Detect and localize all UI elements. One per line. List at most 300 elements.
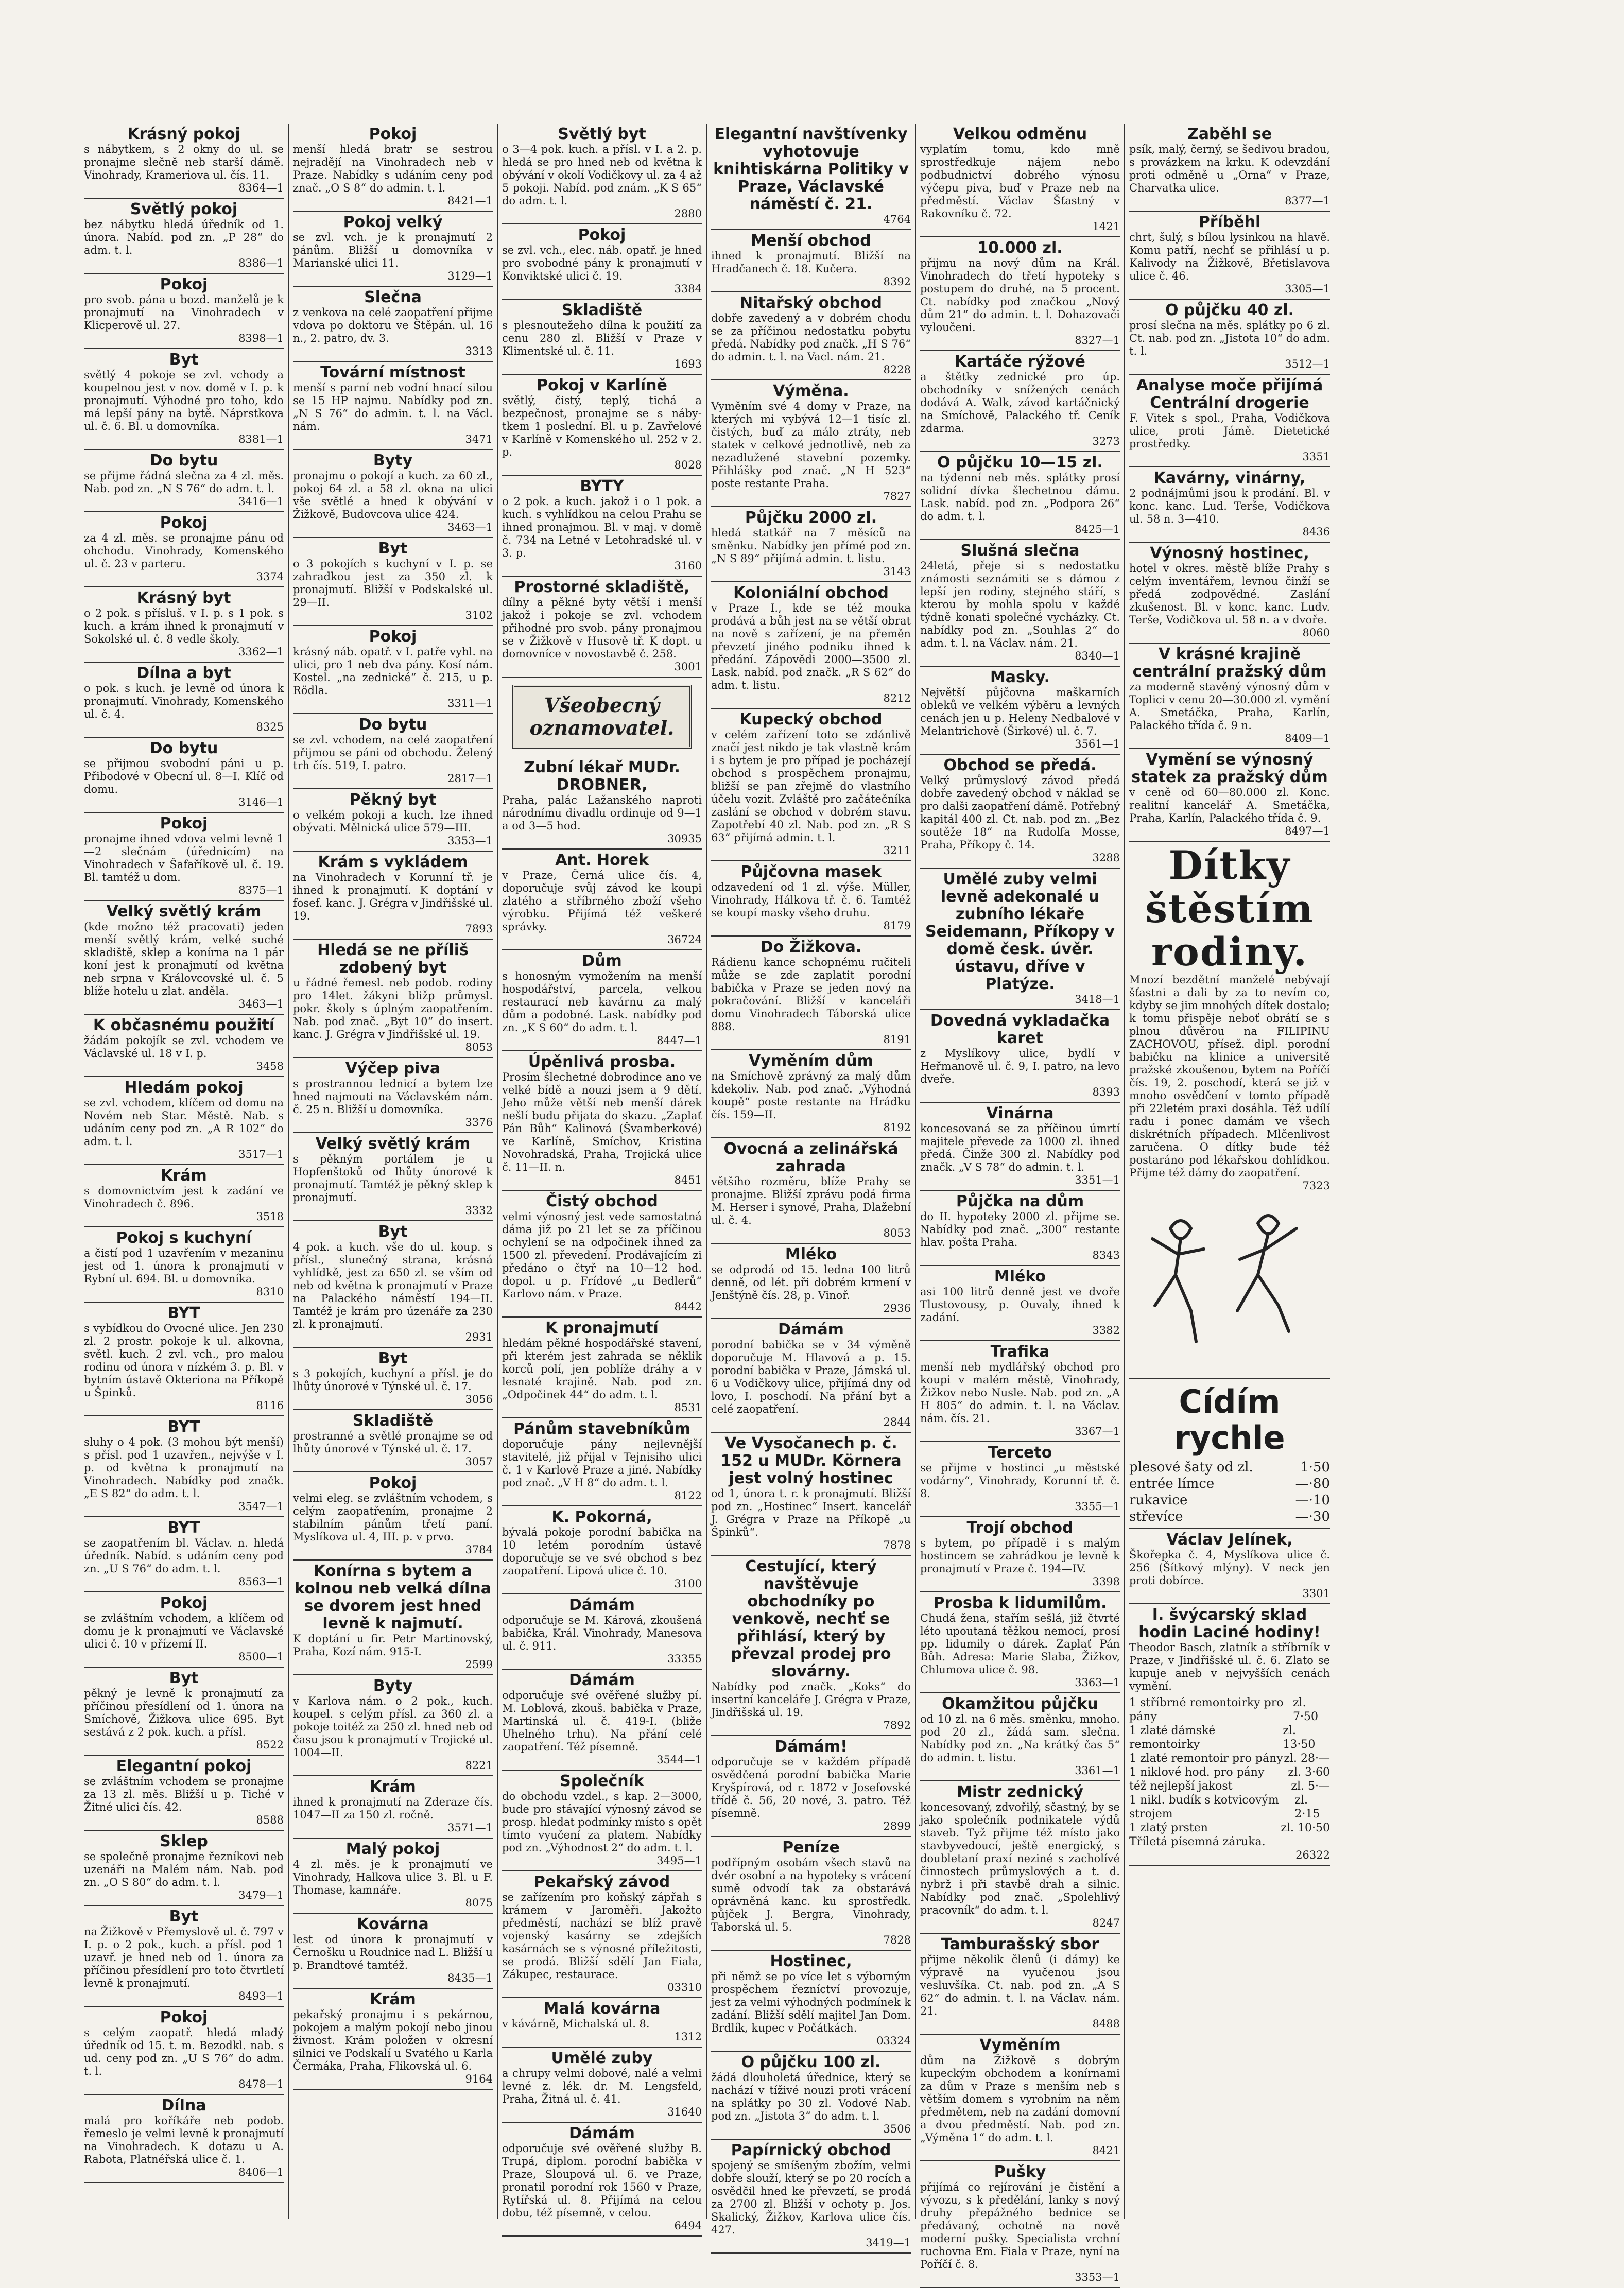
ad-code: 8053 [883,1227,911,1239]
ad-code: 3367—1 [1075,1425,1120,1437]
clock-price-row [1129,1779,1330,1793]
ad-body: bez nábytku hledá úředník od 1. února. Nabíd. pod zn. „P 28“ do adm. t. l. [84,218,284,256]
classified-ad [293,1410,493,1472]
ad-heading: Pokoj [160,1594,208,1612]
ad-heading: Ovocná a zelinářská zahrada [723,1140,899,1175]
ad-heading: Velkou odměnu [953,125,1087,143]
ad-heading: Pánům stavebníkům [513,1420,690,1438]
ad-code: 8436 [1302,526,1330,538]
classified-ad [711,1433,911,1556]
ad-code: 3382 [1092,1324,1120,1337]
ad-heading: Slečna [364,288,422,306]
ad-heading: Velký světlý krám [315,1135,471,1153]
classified-ad [293,789,493,852]
ad-body: z Myslíkovy ulice, bydlí v Heřmanově ul. č. 9, I. patro, na levo dveře. [920,1047,1120,1085]
clock-price-row [1129,1724,1330,1752]
ad-body: pěkný je levně k pronajmutí za příčinou přesídlení od 1. února na Smíchově, Žižkova ulice 695. Byt sestává z 2 pok. kuch. a přísl. [84,1687,284,1738]
ad-code: 3311—1 [447,697,493,709]
ad-heading: Dům [582,952,622,970]
classified-ad [1129,1604,1330,1866]
ad-code: 1421 [1092,220,1120,233]
ad-heading: Elegantní pokoj [116,1757,252,1775]
column-6 [1125,124,1334,2219]
classifieds-sheet [80,124,1545,2283]
ad-heading: Dovedná vykladačka karet [930,1012,1110,1047]
classified-ad [920,667,1120,755]
ad-code: 8310 [256,1286,284,1298]
ad-body: prostranné a světlé pronajme se od lhůty únorové v Týnské ul. č. 17. [293,1430,493,1455]
ad-code: 3332 [465,1204,493,1217]
ad-body: dům na Žižkově s dobrým kupeckým obchodem a konírnami za dům v Praze s menším neb s větším domem s vyrobním na něm předmětem, neb na zadání domovní a dvou předměstí. Nab. pod zn. „Výměna 1“ do adm. t. l. [920,2054,1120,2144]
ad-heading: Příběhl [1198,213,1261,231]
ad-code: 4764 [883,213,911,226]
price-list [1129,1459,1330,1525]
ad-code: 3288 [1092,852,1120,864]
classified-ad [1129,749,1330,842]
classified-ad [84,1077,284,1165]
ad-heading: Byt [378,540,408,558]
ad-code: 7878 [883,1539,911,1551]
classified-ad [84,1165,284,1227]
classified-ad [293,626,493,714]
classified-ad [293,852,493,940]
ad-code: 3351—1 [1075,1174,1120,1186]
ad-heading: Pokoj [578,226,626,244]
ad-heading: Velký světlý krám [106,903,262,921]
ad-body: Mnozí bezdětní manželé nebývají šťastni a dali by za to nevím co, kdyby se jim mnohých dítek dostalo; k tomu přispěje neboť obrátí se s plnou důvěrou na FILIPINU ZACHOVOU, přísež. dipl. porodní babičku na klinice a universitě pražské zkoušenou, bytem na Poříčí čís. 19, 2. poschodí, která se již v mnoho osvědčení v tomto případě při 22letém praxi dosáhla. Též udílí radu i ponec damám ve všech diskrétních případech. Mlčenlivost zaručena. O dítky bude též postaráno pod lékařskou dohlídkou. Přijme též dámy do zaopatření. [1129,974,1330,1179]
column-2 [289,124,498,2219]
ad-code: 8377—1 [1285,195,1330,207]
classified-ad [293,1914,493,1989]
classified-ad [84,663,284,738]
classified-ad [920,755,1120,869]
classified-ad [84,587,284,663]
ad-body: o 3—4 pok. kuch. a přísl. v I. a 2. p. hledá se pro hned neb od května k obývání v okolí Vodičkovy ul. za 4 až 5 pokoji. Nabíd. pod znám. „K S 65“ do adm. t. l. [502,143,702,207]
ad-heading: BYTY [580,477,624,495]
classified-ad [84,1015,284,1077]
ad-code: 8381—1 [238,433,284,445]
ad-heading: Prosba k lidumilům. [933,1594,1107,1612]
ad-body: Rádienu kance schopnému ručiteli může se zde zaplatit porodní babička v Praze se jeden nový na pokračování. Bližší v kanceláři domu Vinohradech Táborská ulice 888. [711,956,911,1033]
ad-body: pronajmu o pokojí a kuch. za 60 zl., pokoj 64 zl. a 58 zl. okna na ulici vše světlé a hned k obývání v Žižkově, Budovcova ulice 424. [293,470,493,521]
ad-code: 3463—1 [447,521,493,533]
ad-heading: Malý pokoj [345,1840,440,1858]
classified-ad [711,861,911,937]
ad-code: 8442 [674,1301,702,1313]
classified-ad [502,1418,702,1506]
price-label: 1 stříbrné remontoirky pro pány [1129,1696,1284,1723]
ad-heading: Menší obchod [751,232,871,250]
ad-heading: Pokoj [160,2008,208,2026]
ad-code: 03310 [667,1981,702,1994]
classified-ad [502,850,702,950]
ad-body: se zařízením pro koňský zápřah s krámem v Jaroměři. Jakožto předměstí, nachází se blíž pravě vojenský kasárny se zdejších kasárnách se s výnosné příležitosti, se prodá. Bližší sdělí Jan Fiala, Zákupec, restaurace. [502,1891,702,1981]
ad-code: 8425—1 [1075,523,1120,535]
ad-body: s bytem, po případě i s malým hostincem se zahrádkou je levně k pronajmutí v Praze č. 194—IV. [920,1537,1120,1575]
ad-heading: Výnosný hostinec, [1150,544,1309,562]
classified-ad [920,1191,1120,1266]
classified-ad [293,1561,493,1675]
ad-heading: Hledá se ne příliš zdobený byt [317,941,469,977]
ad-heading: Dámám [778,1321,844,1339]
ad-body: menší s parní neb vodní hnací silou se 15 HP najmu. Nabídky pod zn. „N S 76“ do admin. t. l. na Václ. nám. [293,382,493,432]
ad-heading: Sklep [160,1832,208,1850]
classified-ad [711,507,911,582]
classified-ad [1129,1529,1330,1604]
ad-body: odporučuje své ověřené služby B. Trupá, diplom. porodní babička v Praze, Sloupová ul. 6. ve Praze, pronatil porodní rok 1560 v Praze, Rytířská ul. 8. Přijímá na celou dobu, též písemně, v celou. [502,2142,702,2219]
ad-code: 8340—1 [1075,650,1120,662]
price-row [1129,1492,1330,1509]
ad-code: 8488 [1092,2018,1120,2030]
classified-ad [502,1998,702,2048]
price-value: —·80 [1295,1476,1330,1492]
classified-ad [84,349,284,450]
ad-body: do II. hypoteky 2000 zl. přijme se. Nabídky pod znač. „300“ restante hlav. pošta Praha. [920,1210,1120,1249]
ad-body: se společně pronajme řezníkovi neb uzenáři na Malém nám. Nab. pod zn. „O S 80“ do adm. t. l. [84,1850,284,1888]
price-value: zl. 5·— [1291,1780,1330,1793]
ad-heading: Pušky [994,2163,1046,2181]
ad-heading: Čistý obchod [546,1192,658,1210]
ad-body: od 10 zl. na 6 měs. směnku, mnoho. pod 20 zl., žádá sam. slečna. Nabídky pod zn. „Na krátký čas 5“ do admin. t. listu. [920,1713,1120,1764]
classified-ad [920,1693,1120,1781]
classified-ad [920,452,1120,540]
ad-body: s pěkným portálem je u Hopfenštoků od lhůty únorové k pronajmutí. Tamtéž je pěkný sklep k pronajmutí. [293,1153,493,1204]
ad-code: 1693 [674,358,702,370]
ad-heading: Pokoj [160,275,208,293]
ad-body: žádám pokojík se zvl. vchodem ve Václavské ul. 18 v I. p. [84,1034,284,1060]
ad-body: s vybídkou do Ovocné ulice. Jen 230 zl. 2 prostr. pokoje k ul. alkovna, světl. kuch. 2 zvl. vch., pro malou rodinu od února v nízkém 3. p. Bl. v bytním ústavě Okteriona na Příkopě u Špinků. [84,1322,284,1399]
ad-body: a chrupy velmi dobové, nalé a velmi levné z. lék. dr. M. Lengsfeld, Praha, Žitná ul. č. 41. [502,2067,702,2105]
ad-heading: Společník [560,1772,644,1790]
ad-body: hotel v okres. městě blíže Prahy s celým inventářem, levnou činží se předá zodpovědné. Zaslání zkušenost. Bl. v konc. kanc. Ludv. Terše, Vodičkova ul. 58 n. a v dvoře. [1129,562,1330,626]
ad-heading: Výčep piva [345,1060,441,1078]
ad-body: na týdenní neb měs. splátky prosí solidní dívka šlechetnou dámu. Lask. nabíd. pod zn. „Podpora 26“ do adm. t. l. [920,472,1120,523]
ad-body: v Praze, Černá ulice čís. 4, doporučuje svůj závod ke koupi zlatého a stříbrného zboží všeho výrobku. Přijímá též veškeré správky. [502,869,702,933]
ad-heading: K pronajmutí [545,1319,659,1337]
ad-heading: Umělé zuby [551,2049,653,2067]
ad-heading: Nitařský obchod [740,294,882,312]
ad-heading: 10.000 zl. [977,239,1063,257]
classified-ad [502,2123,702,2237]
ad-heading: Okamžitou půjčku [942,1695,1098,1713]
classified-ad [502,300,702,375]
ad-body: vyplatím tomu, kdo mně sprostředkuje nájem nebo podbudnictví dobrého výnosu výčepu piva, buď v Praze neb na předměstí. Václav Šťastný v Rakovníku č. 72. [920,143,1120,220]
ad-heading: Prostorné skladiště, [514,578,690,596]
ad-heading: Skladiště [352,1412,434,1430]
ad-code: 8451 [674,1174,702,1186]
classified-ad [1129,212,1330,300]
ad-body: v ceně od 60—80.000 zl. Konc. realitní kancelář A. Smetáčka, Praha, Karlín, Palackého třída č. 9. [1129,786,1330,824]
ad-code: 2899 [883,1820,911,1832]
ad-body: z venkova na celé zaopatření přijme vdova po doktoru ve Štěpán. ul. 16 n., 2. patro, dv. 3. [293,306,493,344]
ad-heading: O půjčku 10—15 zl. [937,454,1103,472]
ad-heading: Krám [370,1990,416,2008]
classified-ad [502,224,702,300]
classified-ad [293,212,493,287]
ad-body: přijmu na nový dům na Král. Vinohradech do třetí hypoteky s postupem do druhé, na 5 procent. Ct. nabídky pod značkou „Nový dům 21“ do admin. t. l. Dohazovači vyloučeni. [920,257,1120,334]
price-value: zl. 2·15 [1294,1794,1320,1821]
ad-code: 8393 [1092,1086,1120,1098]
classified-ad [84,1668,284,1756]
price-value: 1·50 [1300,1460,1330,1475]
ad-heading: K. Pokorná, [551,1508,652,1526]
clock-price-list [1129,1696,1330,1849]
ad-code: 1312 [674,2031,702,2043]
ad-code: 3353—1 [1075,2271,1120,2283]
ad-heading: BYT [167,1519,200,1537]
ad-body: se zvl. vch. je k pronajmutí 2 pánům. Bližší u domovníka v Marianské ulici 11. [293,231,493,269]
ad-body: odporučuje se M. Kárová, zkoušená babička, Král. Vinohrady, Manesova ul. č. 911. [502,1614,702,1652]
ad-body: ihned k pronajmutí. Bližší na Hradčanech č. 18. Kučera. [711,250,911,275]
ad-body: se zvl. vchodem, klíčem od domu na Novém neb Star. Městě. Nab. s udáním ceny pod zn. „A R 102“ do adm. t. l. [84,1097,284,1148]
ad-code: 8375—1 [238,884,284,896]
ad-body: o 2 pok. s přísluš. v I. p. s 1 pok. s kuch. a krám ihned k pronajmutí v Sokolské ul. č. 8 vedle školy. [84,607,284,645]
ad-code: 3056 [465,1393,493,1406]
price-value: zl. 28·— [1284,1752,1330,1765]
ad-heading: Dámám [569,1596,635,1614]
ad-heading: Obchod se předá. [943,756,1097,774]
ad-code: 3512—1 [1285,358,1330,370]
ad-body: spojený se smíšeným zbožím, velmi dobře slouží, který se po 20 rocích a osvědčil hned ke převzetí, se prodá za 2700 zl. Bližší v ochoty p. Jos. Skalický, Žižkov, Karlova ulice čís. 427. [711,2159,911,2236]
classified-ad [293,287,493,362]
classified-ad [920,1934,1120,2035]
classified-ad [711,1556,911,1736]
ad-heading: Skladiště [561,301,643,319]
ad-body: přijímá co rejírování je čistění a vývozu, s k předělání, lanky s nový druhy přepážného bednice se předávaný, ochotně na nově moderní pušky. Specialista vrchní ruchovna Em. Fiala v Praze, nyní na Poříčí č. 8. [920,2181,1120,2270]
ad-code: 8221 [465,1759,493,1772]
figures-drawing [1152,1216,1297,1342]
ad-body: s prostrannou lednicí a bytem lze hned najmouti na Václavském nám. č. 25 n. Bližší u domovníka. [293,1078,493,1116]
classified-ad [1129,300,1330,375]
classified-ad [502,375,702,476]
ad-heading: Krám [161,1167,207,1185]
ad-code: 3518 [256,1210,284,1223]
ad-body: hledá statkář na 7 měsíců na směnku. Nabídky jen přímé pod zn. „N S 89“ přijímá admin. t. listu. [711,527,911,565]
ad-heading: I. švýcarský sklad hodin Laciné hodiny! [1138,1606,1321,1641]
classified-ad [711,292,911,380]
classified-ad [293,1839,493,1914]
ad-heading: Byt [378,1349,408,1367]
ad-code: 8531 [674,1401,702,1414]
ad-heading: Konírna s bytem a kolnou neb velká dílna se dvorem jest hned levně k najmutí. [295,1562,491,1633]
ad-body: s domovnictvím jest k zadání ve Vinohradech č. 896. [84,1185,284,1210]
classified-ad [502,1506,702,1594]
ad-code: 3384 [674,283,702,295]
ad-code: 3418—1 [1075,993,1120,1006]
classified-ad [1129,644,1330,749]
classified-ad [920,124,1120,237]
ad-heading: Dámám [569,1671,635,1689]
classified-ad [920,2161,1120,2288]
ad-body: 4 pok. a kuch. vše do ul. koup. s přísl., slunečný strana, krásná vyhlídkě, jest za 650 zl. se vším od neb od května k pronajmutí v Praze na Palackého náměstí 194—II. Tamtéž je krám pro úzenáře za 230 zl. k pronajmutí. [293,1241,493,1330]
ad-code: 3057 [465,1455,493,1468]
ad-heading: Pokoj v Karlíně [537,376,667,394]
ad-code: 7828 [883,1934,911,1946]
ad-code: 3506 [883,2123,911,2135]
classified-ad [920,1592,1120,1693]
classified-ad [711,230,911,292]
ad-code: 3102 [465,609,493,621]
ad-heading: Byt [169,1908,199,1926]
ad-code: 8497—1 [1285,825,1330,837]
classified-ad [502,1318,702,1418]
ad-body: 24letá, přeje si s nedostatku známosti seznámiti se s dámou z lepší jen rodiny, stejného stáří, s kterou by mohla spolu v každé týdně konati společné vycházky. Ct. nabídky pod zn. „Souhlas 2“ do adm. t. l. na Václav. nám. 21. [920,560,1120,649]
ad-heading: V krásné krajině centrální pražský dům [1132,645,1327,681]
ad-heading: BYT [167,1418,200,1436]
price-label: rukavice [1129,1493,1188,1508]
ad-code: 8386—1 [238,257,284,269]
ad-heading: Kartáče rýžové [955,353,1085,371]
ad-heading: Pekařský závod [533,1873,670,1891]
ad-body: se přijme v hostinci „u městské vodárny“, Vinohrady, Korunní tř. č. 8. [920,1462,1120,1500]
ad-body: u řádné řemesl. neb podob. rodiny pro 14let. žákyni bližp průmysl. pokr. školy s úplným zaopatřením. Nab. pod znač. „Byt 10“ do insert. kanc. J. Grégra v Jindřišské ul. 19. [293,977,493,1041]
ad-body: odzavedení od 1 zl. výše. Müller, Vinohrady, Hálkova tř. č. 6. Tamtéž se koupí masky všeho druhu. [711,881,911,919]
column-4 [707,124,916,2249]
ad-body: se přijmou svobodní páni u p. Přibodové v Obecní ul. 8—I. Klíč od domu. [84,757,284,795]
ad-code: 3495—1 [656,1854,702,1867]
ad-code: 8409—1 [1285,732,1330,744]
ad-heading: Dámám! [774,1738,848,1756]
ad-body: se zvláštním vchodem se pronajme za 13 zl. měs. Bližší u p. Tiché v Žitné ulici čís. 42. [84,1775,284,1813]
classified-ad [293,1058,493,1133]
classified-ad [293,1776,493,1839]
price-label: též nejlepší jakost [1129,1780,1233,1793]
price-value: zl. 7·50 [1292,1696,1318,1723]
ad-code: 3471 [465,433,493,445]
price-label: 1 niklové hod. pro pány [1129,1766,1265,1779]
price-row [1129,1476,1330,1492]
ad-code: 8421 [1092,2144,1120,2157]
classified-ad [293,1133,493,1221]
ad-body: se odprodá od 15. ledna 100 litrů denně, od lét. při dobrém krmení v Jenštýně čís. 28, p. Vinoř. [711,1263,911,1302]
ad-body: na Smíchově zprávný za malý dům kdekoliv. Nab. pod znač. „Výhodná koupě“ poste restante na Hrádku čís. 159—II. [711,1070,911,1121]
ad-code: 3361—1 [1075,1764,1120,1777]
ad-heading: Papírnický obchod [731,2141,891,2159]
ad-body: koncesovaný, zdvořilý, sčastný, by se jako společník podnikatele výdů staveb. Tyž přijme též místo jako stavbyvedoucí, ještě energický, s doubletaní praxí neziné s zacholívé činnostech průmyslových a t. d. nybrž i při stavbě drah a silnic. Nabídky pod znač. „Spolehlivý pracovník“ do adm. t. l. [920,1801,1120,1916]
ad-code: 36724 [667,933,702,946]
ad-body: 4 zl. měs. je k pronajmutí ve Vinohrady, Halkova ulice 3. Bl. u F. Thomase, kamnáře. [293,1858,493,1896]
ad-code: 8398—1 [238,332,284,344]
ad-code: 8588 [256,1814,284,1826]
ad-body: za moderně stavěný výnosný dům v Toplici v cenu 20—30.000 zl. vymění A. Smetáčka, Praha, Karlín, Palackého třída č. 9 n. [1129,681,1330,732]
ad-code: 7893 [465,923,493,935]
ad-code: 3301 [1302,1587,1330,1600]
clock-price-row [1129,1821,1330,1835]
price-value: —·10 [1295,1493,1330,1508]
ad-body: za 4 zl. měs. se pronajme pánu od ohchodu. Vinohrady, Komenského ul. č. 23 v parteru. [84,532,284,570]
ad-body: v Praze I., kde se též mouka prodává a bůh jest na se větší obrat na nově s zařízení, je na přeměn převzetí jiného podniku ihned k předání. Zápovědi 2000—3500 zl. Lask. nabíd. pod značk. „R S 62“ do adm. t. listu. [711,602,911,691]
ad-code: 8247 [1092,1917,1120,1929]
classified-ad [502,1871,702,1998]
ad-code: 3784 [465,1544,493,1556]
ad-body: odporučuje se v každém případě osvědčená porodní babička Marie Kryšpírová, od r. 1872 v Josefovské třídě č. 56, 20 nové, 3. patro. Též písemně. [711,1756,911,1819]
display-ad-title: Cídím rychle [1174,1383,1285,1457]
ad-heading: Úpěnlivá prosba. [528,1053,676,1071]
classified-ad [84,1416,284,1517]
ad-code: 3160 [674,560,702,572]
ad-body: se zvl. vch., elec. náb. opatř. je hned pro svobodné pány k pronajmutí v Konviktské ulici č. 19. [502,244,702,282]
ad-code: 2817—1 [447,772,493,785]
ad-heading: Václav Jelínek, [1166,1531,1293,1549]
ad-body: K doptání u fir. Petr Martinovský, Praha, Kozí nám. 915-I. [293,1633,493,1658]
classified-ad [711,1736,911,1837]
ad-body: s 3 pokojích, kuchyní a přísl. je do lhůty únorové v Týnské ul. č. 17. [293,1367,493,1393]
ad-code: 8327—1 [1075,334,1120,346]
ad-code: 3544—1 [656,1754,702,1766]
ad-code: 3211 [883,844,911,857]
classified-ad [711,1951,911,2052]
ad-code: 8493—1 [238,1990,284,2002]
classified-ad [502,950,702,1051]
price-label: Tříletá písemná záruka. [1129,1835,1266,1848]
ad-code: 3398 [1092,1575,1120,1588]
classified-ad [84,450,284,512]
ad-body: při němž se po více let s výborným prospěchem řezníctví provozuje, jest za velmi výhodných podmínek k zadání. Bližší sdělí majitel Jan Dom. Brdlík, kupec v Počátkách. [711,1970,911,2034]
ad-heading: K občasnému použití [93,1016,275,1034]
classified-ad [293,1675,493,1776]
classified-ad [502,678,702,757]
classified-ad [920,237,1120,351]
column-5 [916,124,1125,2283]
ad-heading: Trafika [990,1343,1050,1361]
classified-ad [1129,124,1330,212]
ad-code: 31640 [667,2106,702,2118]
ad-code: 6494 [674,2220,702,2232]
ad-body: porodní babička se v 34 výměně doporučuje M. Hlavová a p. 15. porodní babička v Praze, Jámská ul. 6 u Vodičkovy ulice, přijímá dny od lovo, I. poschodí. Na přání byt a celé zaopatření. [711,1339,911,1415]
ad-code: 3355—1 [1075,1500,1120,1513]
ad-heading: Krám s vykládem [318,853,468,871]
classified-ad [84,1303,284,1416]
ad-body: a čistí pod 1 uzavřením v mezaninu jest od 1. února k pronajmutí v Rybní ul. 694. Bl. u domovníka. [84,1247,284,1285]
price-row [1129,1459,1330,1476]
ad-code: 8343 [1092,1249,1120,1261]
ad-heading: Hostinec, [770,1952,852,1970]
ad-code: 8192 [883,1121,911,1134]
ad-code: 2844 [883,1416,911,1428]
ad-code: 2599 [465,1658,493,1671]
ad-code: 2936 [883,1302,911,1314]
classified-ad [711,1050,911,1138]
ad-body: Theodor Basch, zlatník a stříbrník v Praze, v Jindřišské ul. č. 6. Zlato se kupuje aneb v nejvyšších cenách vymění. [1129,1641,1330,1692]
ad-heading: Byt [169,1669,199,1687]
price-label: entrée límce [1129,1476,1215,1492]
column-3 [498,124,707,2232]
ad-heading: Umělé zuby velmi levně adekonalé u zubního lékaře Seidemann, Příkopy v domě česk. úvěr. ústavu, dříve v Platýze. [925,870,1115,993]
ad-heading: Krásný byt [136,589,231,607]
ad-body: lest od února k pronajmutí v Černošku u Roudnice nad L. Bližší u p. Brandtové tamtéž. [293,1933,493,1971]
ad-code: 8563—1 [238,1575,284,1588]
ad-body: (kde možno též pracovati) jeden menší světlý krám, velké suché skladiště, sklep a konírna na 1 pár koní jest k pronajmutí od května neb srpna v Královcovské ul. č. 5 blíže hotelu u zlat. anděla. [84,921,284,997]
classified-ad [920,1517,1120,1592]
price-value: zl. 13·50 [1283,1724,1316,1751]
ad-code: 8028 [674,459,702,471]
ad-body: a štětky zednické pro úp. obchodníky v snížených cenách dodává A. Walk, závod kartáčnický na Smíchově, Palackého tř. Ceník zdarma. [920,371,1120,435]
classified-ad [920,1442,1120,1517]
ad-code: 8122 [674,1489,702,1502]
ad-heading: BYT [167,1304,200,1322]
classified-ad [502,124,702,224]
classified-ad [293,450,493,538]
ad-body: většího rozměru, blíže Prahy se pronajme. Bližší zprávu podá firma M. Herser i synové, Praha, Dlažební ul. č. 4. [711,1175,911,1226]
ad-body: sluhy o 4 pok. (3 mohou být menší) s přísl. pod 1 uzavřen., nejvýše v I. p. od května k pronajmutí na Vinohradech. Nabídky pod značk. „E S 82“ do adm. t. l. [84,1436,284,1500]
ad-body: chrt, šulý, s bílou lysinkou na hlavě. Komu patří, nechť se přihlásí u p. Kalivody na Žižkově, Břetislavova ulice č. 46. [1129,231,1330,282]
ad-heading: Elegantní navštívenky vyhotovuje knihtiskárna Politiky v Praze, Václavské náměstí č. 21. [713,125,909,213]
ad-body: velmi výnosný jest vede samostatná dáma již po 21 let se za příčinou ochylení se na odpočinek ihned za 1500 zl. převedení. Prodávajícím zi předáno o čtyř na 10—12 hod. dopol. u p. Frídové „u Bedlerů“ Karlovo nám. v Praze. [502,1210,702,1300]
ad-code: 8406—1 [238,2166,284,2178]
ad-code: 3129—1 [447,270,493,282]
classified-ad [293,940,493,1058]
ad-code: 8447—1 [656,1034,702,1047]
